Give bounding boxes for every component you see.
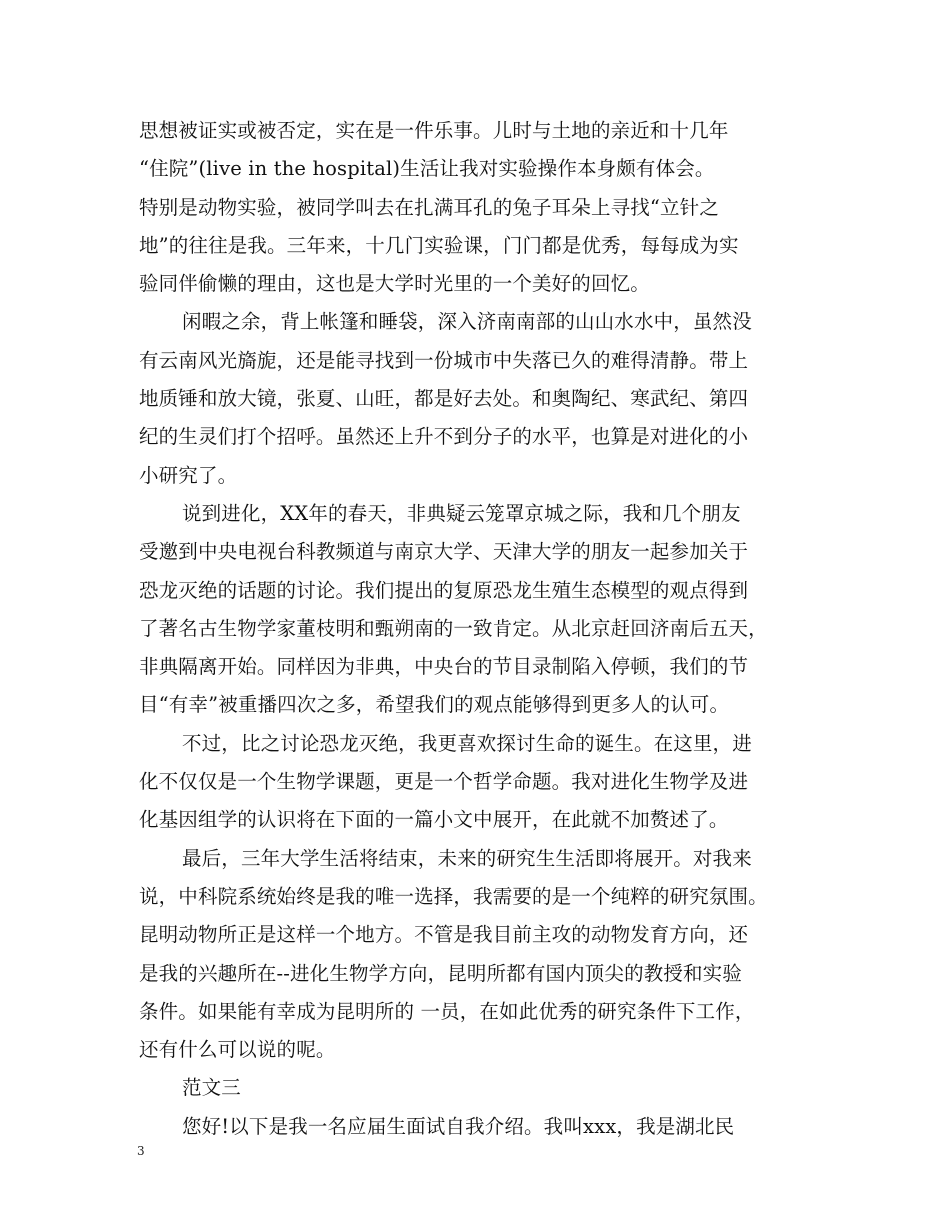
text-line: 小研究了。 (139, 463, 238, 487)
text-line: 有云南风光旖旎，还是能寻找到一份城市中失落已久的难得清静。带上 (139, 348, 749, 372)
text-line: “住院”(live in the hospital)生活让我对实验操作本身颇有体会。 (139, 157, 715, 181)
text-line: 验同伴偷懒的理由，这也是大学时光里的一个美好的回忆。 (139, 272, 650, 296)
text-line: 特别是动物实验，被同学叫去在扎满耳孔的兔子耳朵上寻找“立针之 (139, 195, 719, 219)
text-line: 非典隔离开始。同样因为非典，中央台的节目录制陷入停顿，我们的节 (139, 655, 749, 679)
text-line: 您好!以下是我一名应届生面试自我介绍。我叫xxx，我是湖北民 (182, 1114, 735, 1138)
text-line: 化基因组学的认识将在下面的一篇小文中展开，在此就不加赘述了。 (139, 808, 729, 832)
text-line: 思想被证实或被否定，实在是一件乐事。儿时与土地的亲近和十几年 (139, 119, 729, 142)
text-line: 最后，三年大学生活将结束，未来的研究生生活即将展开。对我来 (182, 846, 752, 870)
text-line: 说，中科院系统始终是我的唯一选择，我需要的是一个纯粹的研究氛围。 (139, 884, 768, 908)
text-line: 纪的生灵们打个招呼。虽然还上升不到分子的水平，也算是对进化的小 (139, 425, 749, 449)
text-line: 化不仅仅是一个生物学课题，更是一个哲学命题。我对进化生物学及进 (139, 770, 749, 794)
text-line: 了著名古生物学家董枝明和甄朔南的一致肯定。从北京赶回济南后五天， (139, 616, 768, 640)
text-line: 不过，比之讨论恐龙灭绝，我更喜欢探讨生命的诞生。在这里，进 (182, 731, 752, 755)
text-line: 范文三 (182, 1076, 241, 1100)
text-line: 还有什么可以说的呢。 (139, 1038, 336, 1062)
text-line: 恐龙灭绝的话题的讨论。我们提出的复原恐龙生殖生态模型的观点得到 (139, 578, 749, 602)
text-line: 是我的兴趣所在--进化生物学方向，昆明所都有国内顶尖的教授和实验 (139, 961, 742, 985)
text-line: 受邀到中央电视台科教频道与南京大学、天津大学的朋友一起参加关于 (139, 540, 749, 564)
document-body (139, 112, 829, 1146)
text-line: 说到进化，XX年的春天，非典疑云笼罩京城之际，我和几个朋友 (182, 501, 741, 525)
text-line: 地质锤和放大镜，张夏、山旺，都是好去处。和奥陶纪、寒武纪、第四 (139, 387, 749, 411)
text-line: 昆明动物所正是这样一个地方。不管是我目前主攻的动物发育方向，还 (139, 923, 749, 947)
page-number: 3 (137, 1144, 145, 1158)
text-line: 目“有幸”被重播四次之多，希望我们的观点能够得到更多人的认可。 (139, 693, 730, 717)
text-line: 地”的往往是我。三年来，十几门实验课，门门都是优秀，每每成为实 (139, 233, 739, 257)
text-line: 闲暇之余，背上帐篷和睡袋，深入济南南部的山山水水中，虽然没 (182, 310, 752, 334)
text-line: 条件。如果能有幸成为昆明所的 一员，在如此优秀的研究条件下工作， (139, 999, 755, 1023)
